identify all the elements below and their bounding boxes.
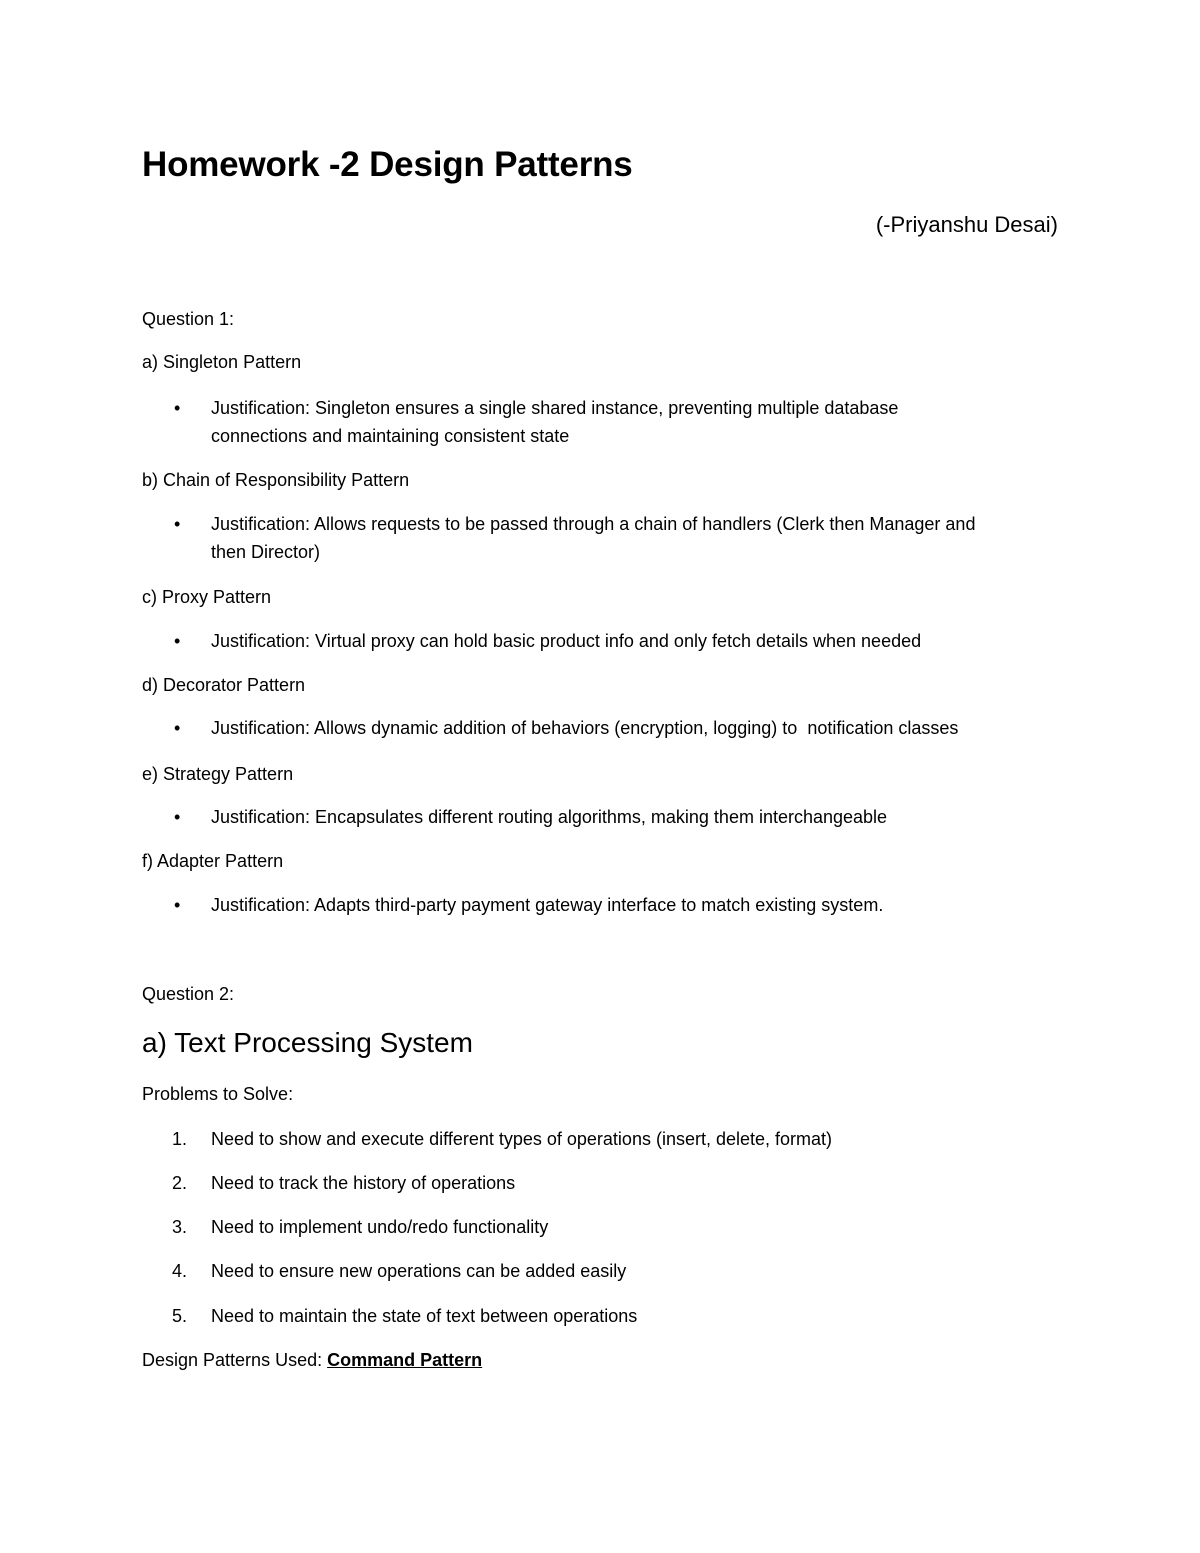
document-title: Homework -2 Design Patterns	[142, 145, 633, 184]
pattern-heading-chain-of-responsibility: b) Chain of Responsibility Pattern	[142, 470, 410, 490]
justification-text: Encapsulates different routing algorithms, making them interchangeable	[310, 807, 888, 827]
problem-item: Need to show and execute different types of operations (insert, delete, format)	[211, 1129, 833, 1149]
question-1-label: Question 1:	[142, 309, 235, 329]
problem-number: 3.	[172, 1217, 188, 1237]
justification-proxy	[211, 627, 1071, 655]
justification-text-cont: connections and maintaining consistent state	[211, 426, 570, 446]
document-author: (-Priyanshu Desai)	[875, 212, 1058, 237]
section-heading-text-processing: a) Text Processing System	[142, 1027, 473, 1058]
problem-item: Need to implement undo/redo functionality	[211, 1217, 549, 1237]
justification-label: Justification:	[211, 514, 311, 534]
problem-item: Need to maintain the state of text between operations	[211, 1306, 638, 1326]
question-2-label: Question 2:	[142, 984, 235, 1004]
problems-label: Problems to Solve:	[142, 1084, 294, 1104]
pattern-heading-adapter: f) Adapter Pattern	[142, 851, 284, 871]
justification-label: Justification:	[211, 895, 311, 915]
justification-label: Justification:	[211, 398, 311, 418]
justification-singleton	[211, 394, 1071, 450]
problem-item: Need to track the history of operations	[211, 1173, 516, 1193]
justification-strategy	[211, 803, 1071, 831]
bullet-dot: •	[174, 895, 181, 915]
design-patterns-used	[142, 1346, 482, 1374]
justification-label: Justification:	[211, 807, 311, 827]
problem-number: 2.	[172, 1173, 188, 1193]
bullet-dot: •	[174, 514, 181, 534]
justification-adapter	[211, 891, 1071, 919]
justification-text: Allows dynamic addition of behaviors (encryption, logging) to notification classes	[310, 718, 959, 738]
justification-label: Justification:	[211, 718, 311, 738]
justification-decorator	[211, 714, 1071, 742]
problem-number: 1.	[172, 1129, 188, 1149]
problem-number: 4.	[172, 1261, 188, 1281]
pattern-heading-decorator: d) Decorator Pattern	[142, 675, 306, 695]
justification-label: Justification:	[211, 631, 311, 651]
bullet-dot: •	[174, 631, 181, 651]
justification-text: Singleton ensures a single shared instance, preventing multiple database	[310, 398, 899, 418]
design-patterns-value: Command Pattern	[327, 1350, 483, 1370]
justification-text: Virtual proxy can hold basic product info and only fetch details when needed	[310, 631, 922, 651]
justification-text-cont: then Director)	[211, 542, 321, 562]
design-patterns-label: Design Patterns Used:	[142, 1350, 328, 1370]
justification-text: Adapts third-party payment gateway interface to match existing system.	[310, 895, 884, 915]
pattern-heading-strategy: e) Strategy Pattern	[142, 764, 294, 784]
bullet-dot: •	[174, 398, 181, 418]
bullet-dot: •	[174, 807, 181, 827]
pattern-heading-singleton: a) Singleton Pattern	[142, 352, 302, 372]
justification-chain-of-responsibility	[211, 510, 1071, 566]
problem-number: 5.	[172, 1306, 188, 1326]
bullet-dot: •	[174, 718, 181, 738]
pattern-heading-proxy: c) Proxy Pattern	[142, 587, 272, 607]
problem-item: Need to ensure new operations can be added easily	[211, 1261, 627, 1281]
justification-text: Allows requests to be passed through a chain of handlers (Clerk then Manager and	[310, 514, 976, 534]
